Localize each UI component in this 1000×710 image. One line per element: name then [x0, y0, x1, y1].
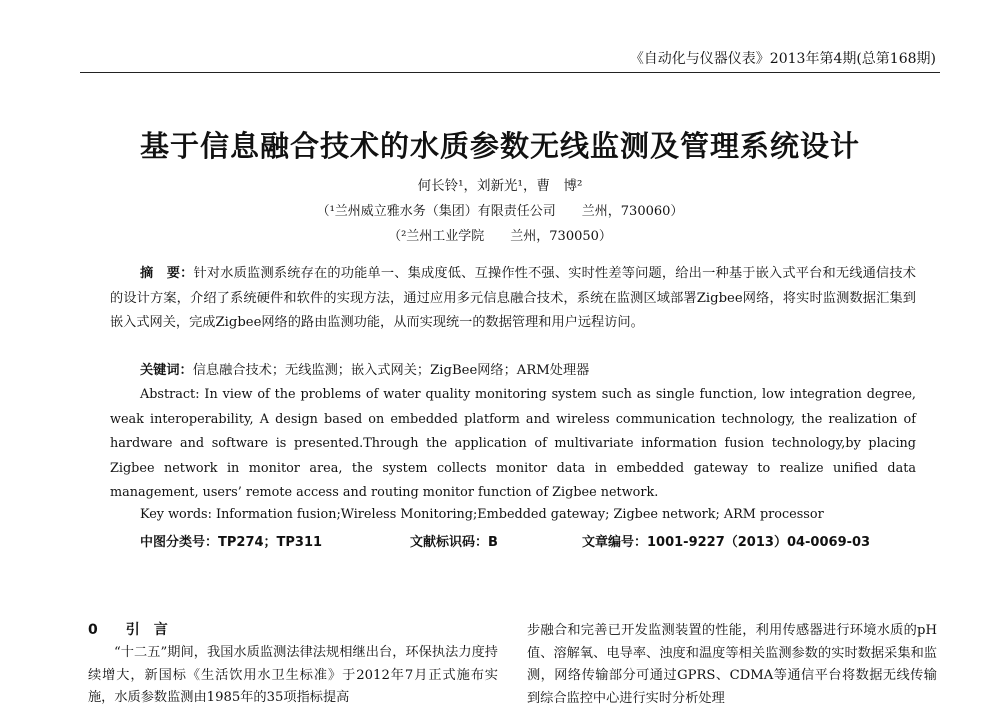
keywords-english-text: Information fusion;Wireless Monitoring;Embedded gateway; Zigbee network; ARM processor [216, 507, 824, 522]
journal-header-text: 《自动化与仪器仪表》2013年第4期(总第168期) [629, 51, 936, 67]
abstract-chinese [110, 262, 916, 336]
keywords-chinese [140, 359, 589, 378]
abstract-chinese-text: 针对水质监测系统存在的功能单一、集成度低、互操作性不强、实时性差等问题，给出一种基于嵌入式平台和无线通信技术的设计方案，介绍了系统硬件和软件的实现方法，通过应用多元信息融合技术，系统在监测区域部署Zigbee网络，将实时监测数据汇集到嵌入式网关，完成Zigbee网络的路由监测功能，从而实现统一的数据管理和用户远程访问。 [110, 266, 916, 330]
abstract-english-label: Abstract: [140, 387, 200, 402]
keywords-english-label: Key words: [140, 507, 212, 522]
keywords-chinese-text: 信息融合技术；无线监测；嵌入式网关；ZigBee网络；ARM处理器 [192, 363, 590, 378]
keywords-english [140, 507, 824, 522]
journal-header [80, 48, 940, 73]
abstract-chinese-label: 摘 要： [140, 266, 194, 281]
abstract-english [110, 383, 916, 506]
section-title: 引 言 [125, 622, 168, 638]
document-code: 文献标识码：B [410, 535, 498, 550]
affiliation-1: （¹兰州威立雅水务（集团）有限责任公司 兰州，730060） [316, 204, 684, 219]
article-number: 文章编号：1001-9227（2013）04-0069-03 [582, 535, 871, 550]
body-right-column: 步融合和完善已开发监测装置的性能，利用传感器进行环境水质的pH值、溶解氧、电导率、浊度和温度等相关监测参数的实时数据采集和监测，网络传输部分可通过GPRS、CDMA等通信平台将数据无线传输到综合监控中心进行实时分析处理 [527, 623, 937, 706]
keywords-chinese-label: 关键词： [140, 363, 193, 378]
section-heading-introduction [88, 619, 168, 639]
paper-title: 基于信息融合技术的水质参数无线监测及管理系统设计 [139, 129, 860, 163]
body-left-column: “十二五”期间，我国水质监测法律法规相继出台，环保执法力度持续增大，新国标《生活饮用水卫生标准》于2012年7月正式施布实施，水质参数监测由1985年的35项指标提高 [88, 645, 498, 705]
affiliation-2: （²兰州工业学院 兰州，730050） [388, 229, 612, 244]
clc-number: 中图分类号：TP274；TP311 [140, 535, 323, 550]
abstract-english-text: In view of the problems of water quality monitoring system such as single function, low integration degree, weak interoperability, A design based on embedded platform and wireless communication technology, the realization of hardware and software is presented.Through the application of multivariate information fusion technology,by placing Zigbee network in monitor area, the system collects monitor data in embedded gateway to realize unified data management, users’ remote access and routing monitor function of Zigbee network. [110, 387, 916, 500]
section-number: 0 [88, 622, 98, 638]
author-list: 何长铃¹，刘新光¹，曹 博² [417, 178, 583, 194]
